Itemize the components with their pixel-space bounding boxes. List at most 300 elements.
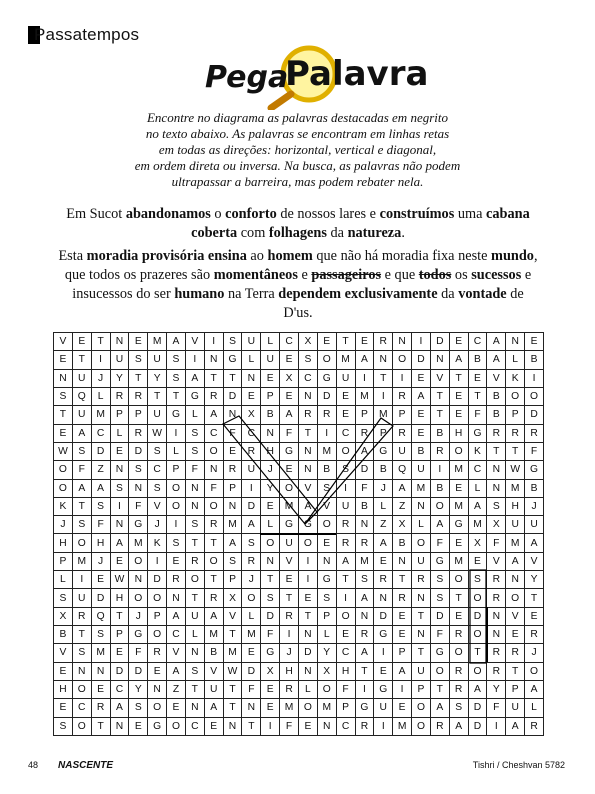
grid-cell[interactable]: N — [412, 589, 431, 607]
grid-cell[interactable]: R — [223, 461, 242, 479]
grid-cell[interactable]: A — [298, 497, 317, 515]
grid-cell[interactable]: X — [223, 589, 242, 607]
grid-cell[interactable]: D — [242, 662, 261, 680]
grid-cell[interactable]: K — [468, 442, 487, 460]
grid-cell[interactable]: N — [261, 424, 280, 442]
grid-cell[interactable]: A — [487, 333, 506, 351]
grid-cell[interactable]: S — [54, 589, 73, 607]
grid-cell[interactable]: R — [129, 424, 148, 442]
grid-cell[interactable]: U — [336, 369, 355, 387]
grid-cell[interactable]: E — [449, 333, 468, 351]
grid-cell[interactable]: O — [412, 717, 431, 735]
grid-cell[interactable]: J — [91, 369, 110, 387]
grid-cell[interactable]: N — [487, 479, 506, 497]
grid-cell[interactable]: S — [336, 461, 355, 479]
grid-cell[interactable]: S — [72, 442, 91, 460]
grid-cell[interactable]: A — [430, 699, 449, 717]
grid-cell[interactable]: N — [185, 479, 204, 497]
grid-cell[interactable]: A — [336, 552, 355, 570]
grid-cell[interactable]: E — [54, 662, 73, 680]
grid-cell[interactable]: O — [167, 497, 186, 515]
grid-cell[interactable]: B — [412, 442, 431, 460]
grid-cell[interactable]: Q — [91, 607, 110, 625]
grid-cell[interactable]: M — [72, 552, 91, 570]
grid-cell[interactable]: D — [148, 571, 167, 589]
grid-cell[interactable]: N — [185, 699, 204, 717]
grid-cell[interactable]: O — [468, 662, 487, 680]
grid-cell[interactable]: U — [185, 607, 204, 625]
grid-cell[interactable]: U — [72, 406, 91, 424]
grid-cell[interactable]: B — [525, 351, 544, 369]
grid-cell[interactable]: Y — [487, 680, 506, 698]
grid-cell[interactable]: R — [449, 680, 468, 698]
grid-cell[interactable]: N — [204, 351, 223, 369]
grid-cell[interactable]: T — [298, 607, 317, 625]
grid-cell[interactable]: T — [525, 589, 544, 607]
grid-cell[interactable]: F — [468, 406, 487, 424]
grid-cell[interactable]: R — [393, 424, 412, 442]
grid-cell[interactable]: E — [91, 571, 110, 589]
grid-cell[interactable]: R — [355, 534, 374, 552]
grid-cell[interactable]: I — [167, 424, 186, 442]
grid-cell[interactable]: G — [280, 442, 299, 460]
grid-cell[interactable]: C — [167, 626, 186, 644]
grid-cell[interactable]: T — [204, 571, 223, 589]
grid-cell[interactable]: H — [506, 497, 525, 515]
grid-cell[interactable]: E — [261, 699, 280, 717]
grid-cell[interactable]: O — [204, 552, 223, 570]
grid-cell[interactable]: D — [91, 442, 110, 460]
grid-cell[interactable]: A — [204, 699, 223, 717]
grid-cell[interactable]: R — [393, 387, 412, 405]
grid-cell[interactable]: V — [487, 552, 506, 570]
grid-cell[interactable]: F — [91, 516, 110, 534]
grid-cell[interactable]: Y — [148, 369, 167, 387]
grid-cell[interactable]: M — [393, 717, 412, 735]
grid-cell[interactable]: R — [487, 424, 506, 442]
grid-cell[interactable]: T — [72, 351, 91, 369]
grid-cell[interactable]: D — [374, 607, 393, 625]
grid-cell[interactable]: M — [280, 699, 299, 717]
grid-cell[interactable]: F — [336, 680, 355, 698]
grid-cell[interactable]: R — [393, 589, 412, 607]
grid-cell[interactable]: T — [430, 680, 449, 698]
grid-cell[interactable]: Z — [167, 680, 186, 698]
grid-cell[interactable]: T — [54, 406, 73, 424]
grid-cell[interactable]: U — [525, 516, 544, 534]
grid-cell[interactable]: Y — [261, 479, 280, 497]
grid-cell[interactable]: B — [261, 406, 280, 424]
grid-cell[interactable]: C — [110, 680, 129, 698]
grid-cell[interactable]: V — [506, 607, 525, 625]
grid-cell[interactable]: R — [167, 571, 186, 589]
grid-cell[interactable]: H — [54, 534, 73, 552]
grid-cell[interactable]: I — [374, 717, 393, 735]
grid-cell[interactable]: D — [91, 589, 110, 607]
grid-cell[interactable]: E — [280, 351, 299, 369]
grid-cell[interactable]: S — [110, 479, 129, 497]
grid-cell[interactable]: I — [298, 571, 317, 589]
grid-cell[interactable]: W — [110, 571, 129, 589]
grid-cell[interactable]: A — [355, 589, 374, 607]
grid-cell[interactable]: U — [261, 351, 280, 369]
grid-cell[interactable]: W — [54, 442, 73, 460]
grid-cell[interactable]: I — [393, 680, 412, 698]
grid-cell[interactable]: V — [148, 497, 167, 515]
grid-cell[interactable]: O — [506, 589, 525, 607]
grid-cell[interactable]: D — [355, 461, 374, 479]
grid-cell[interactable]: O — [298, 534, 317, 552]
grid-cell[interactable]: S — [185, 442, 204, 460]
grid-cell[interactable]: O — [242, 589, 261, 607]
grid-cell[interactable]: Y — [129, 680, 148, 698]
grid-cell[interactable]: T — [506, 662, 525, 680]
grid-cell[interactable]: S — [129, 699, 148, 717]
grid-cell[interactable]: T — [148, 387, 167, 405]
grid-cell[interactable]: X — [487, 516, 506, 534]
grid-cell[interactable]: A — [525, 534, 544, 552]
grid-cell[interactable]: D — [430, 333, 449, 351]
grid-cell[interactable]: N — [317, 717, 336, 735]
grid-cell[interactable]: J — [280, 644, 299, 662]
grid-cell[interactable]: R — [204, 516, 223, 534]
grid-cell[interactable]: T — [430, 406, 449, 424]
grid-cell[interactable]: R — [317, 406, 336, 424]
grid-cell[interactable]: B — [525, 479, 544, 497]
grid-cell[interactable]: P — [393, 644, 412, 662]
grid-cell[interactable]: V — [167, 644, 186, 662]
grid-cell[interactable]: T — [355, 662, 374, 680]
grid-cell[interactable]: E — [336, 387, 355, 405]
grid-cell[interactable]: R — [374, 571, 393, 589]
grid-cell[interactable]: U — [148, 351, 167, 369]
grid-cell[interactable]: I — [525, 369, 544, 387]
grid-cell[interactable]: I — [280, 626, 299, 644]
grid-cell[interactable]: I — [336, 589, 355, 607]
grid-cell[interactable]: T — [167, 387, 186, 405]
grid-cell[interactable]: U — [412, 662, 431, 680]
grid-cell[interactable]: X — [468, 534, 487, 552]
grid-cell[interactable]: E — [261, 497, 280, 515]
grid-cell[interactable]: S — [223, 333, 242, 351]
grid-cell[interactable]: S — [54, 387, 73, 405]
grid-cell[interactable]: B — [393, 534, 412, 552]
grid-cell[interactable]: I — [242, 479, 261, 497]
grid-cell[interactable]: D — [430, 607, 449, 625]
grid-cell[interactable]: A — [167, 607, 186, 625]
grid-cell[interactable]: V — [204, 662, 223, 680]
grid-cell[interactable]: U — [110, 351, 129, 369]
grid-cell[interactable]: A — [393, 479, 412, 497]
grid-cell[interactable]: A — [449, 717, 468, 735]
grid-cell[interactable]: I — [261, 717, 280, 735]
grid-cell[interactable]: N — [242, 699, 261, 717]
grid-cell[interactable]: O — [412, 699, 431, 717]
grid-cell[interactable]: R — [449, 626, 468, 644]
grid-cell[interactable]: F — [430, 626, 449, 644]
grid-cell[interactable]: A — [72, 424, 91, 442]
grid-cell[interactable]: P — [506, 406, 525, 424]
grid-cell[interactable]: U — [393, 442, 412, 460]
grid-cell[interactable]: N — [355, 607, 374, 625]
grid-cell[interactable]: M — [468, 516, 487, 534]
grid-cell[interactable]: F — [280, 424, 299, 442]
grid-cell[interactable]: F — [261, 626, 280, 644]
grid-cell[interactable]: T — [72, 626, 91, 644]
grid-cell[interactable]: J — [54, 516, 73, 534]
grid-cell[interactable]: O — [412, 534, 431, 552]
grid-cell[interactable]: O — [336, 607, 355, 625]
grid-cell[interactable]: P — [317, 607, 336, 625]
grid-cell[interactable]: O — [54, 461, 73, 479]
grid-cell[interactable]: R — [487, 589, 506, 607]
grid-cell[interactable]: O — [129, 589, 148, 607]
grid-cell[interactable]: G — [430, 552, 449, 570]
grid-cell[interactable]: F — [430, 534, 449, 552]
grid-cell[interactable]: G — [374, 442, 393, 460]
grid-cell[interactable]: S — [148, 442, 167, 460]
grid-cell[interactable]: U — [280, 534, 299, 552]
grid-cell[interactable]: N — [223, 497, 242, 515]
grid-cell[interactable]: T — [487, 442, 506, 460]
grid-cell[interactable]: P — [506, 680, 525, 698]
grid-cell[interactable]: O — [148, 699, 167, 717]
grid-cell[interactable]: B — [355, 497, 374, 515]
grid-cell[interactable]: I — [91, 351, 110, 369]
grid-cell[interactable]: N — [430, 351, 449, 369]
grid-cell[interactable]: G — [525, 461, 544, 479]
grid-cell[interactable]: O — [525, 662, 544, 680]
grid-cell[interactable]: D — [129, 442, 148, 460]
grid-cell[interactable]: T — [336, 571, 355, 589]
grid-cell[interactable]: E — [110, 644, 129, 662]
grid-cell[interactable]: E — [204, 717, 223, 735]
grid-cell[interactable]: S — [317, 479, 336, 497]
grid-cell[interactable]: T — [261, 571, 280, 589]
grid-cell[interactable]: E — [54, 699, 73, 717]
grid-cell[interactable]: P — [261, 387, 280, 405]
grid-cell[interactable]: T — [242, 717, 261, 735]
grid-cell[interactable]: M — [223, 644, 242, 662]
grid-cell[interactable]: T — [468, 387, 487, 405]
grid-cell[interactable]: K — [148, 534, 167, 552]
grid-cell[interactable]: M — [449, 461, 468, 479]
grid-cell[interactable]: B — [204, 644, 223, 662]
grid-cell[interactable]: V — [317, 497, 336, 515]
grid-cell[interactable]: E — [280, 461, 299, 479]
grid-cell[interactable]: V — [298, 479, 317, 497]
grid-cell[interactable]: A — [374, 534, 393, 552]
grid-cell[interactable]: G — [167, 406, 186, 424]
grid-cell[interactable]: M — [223, 516, 242, 534]
grid-cell[interactable]: C — [336, 424, 355, 442]
grid-cell[interactable]: J — [374, 479, 393, 497]
grid-cell[interactable]: T — [223, 699, 242, 717]
grid-cell[interactable]: E — [148, 662, 167, 680]
grid-cell[interactable]: U — [412, 461, 431, 479]
grid-cell[interactable]: F — [280, 717, 299, 735]
grid-cell[interactable]: V — [185, 333, 204, 351]
grid-cell[interactable]: O — [449, 571, 468, 589]
grid-cell[interactable]: R — [355, 717, 374, 735]
grid-cell[interactable]: S — [72, 644, 91, 662]
grid-cell[interactable]: N — [185, 497, 204, 515]
grid-cell[interactable]: E — [449, 607, 468, 625]
grid-cell[interactable]: S — [430, 589, 449, 607]
grid-cell[interactable]: R — [506, 424, 525, 442]
grid-cell[interactable]: T — [298, 424, 317, 442]
grid-cell[interactable]: I — [412, 333, 431, 351]
grid-cell[interactable]: S — [317, 589, 336, 607]
grid-cell[interactable]: P — [110, 626, 129, 644]
grid-cell[interactable]: H — [54, 680, 73, 698]
grid-cell[interactable]: I — [430, 461, 449, 479]
grid-cell[interactable]: T — [430, 387, 449, 405]
grid-cell[interactable]: N — [374, 351, 393, 369]
grid-cell[interactable]: F — [223, 424, 242, 442]
grid-cell[interactable]: M — [506, 479, 525, 497]
grid-cell[interactable]: N — [185, 644, 204, 662]
grid-cell[interactable]: L — [525, 699, 544, 717]
grid-cell[interactable]: P — [393, 406, 412, 424]
grid-cell[interactable]: I — [374, 387, 393, 405]
grid-cell[interactable]: O — [72, 680, 91, 698]
grid-cell[interactable]: A — [110, 534, 129, 552]
grid-cell[interactable]: R — [242, 552, 261, 570]
grid-cell[interactable]: T — [185, 680, 204, 698]
grid-cell[interactable]: P — [167, 461, 186, 479]
grid-cell[interactable]: E — [298, 717, 317, 735]
grid-cell[interactable]: N — [242, 369, 261, 387]
grid-cell[interactable]: E — [129, 717, 148, 735]
grid-cell[interactable]: O — [185, 571, 204, 589]
grid-cell[interactable]: O — [129, 552, 148, 570]
grid-cell[interactable]: R — [336, 534, 355, 552]
grid-cell[interactable]: N — [110, 333, 129, 351]
grid-cell[interactable]: L — [317, 626, 336, 644]
grid-cell[interactable]: R — [525, 717, 544, 735]
grid-cell[interactable]: A — [355, 644, 374, 662]
grid-cell[interactable]: F — [487, 534, 506, 552]
grid-cell[interactable]: P — [412, 680, 431, 698]
grid-cell[interactable]: R — [298, 406, 317, 424]
grid-cell[interactable]: M — [148, 333, 167, 351]
grid-cell[interactable]: F — [129, 644, 148, 662]
grid-cell[interactable]: M — [449, 497, 468, 515]
grid-cell[interactable]: M — [412, 479, 431, 497]
grid-cell[interactable]: E — [223, 442, 242, 460]
grid-cell[interactable]: G — [185, 387, 204, 405]
grid-cell[interactable]: E — [355, 333, 374, 351]
grid-cell[interactable]: I — [317, 424, 336, 442]
grid-cell[interactable]: E — [167, 699, 186, 717]
grid-cell[interactable]: T — [468, 644, 487, 662]
grid-cell[interactable]: N — [393, 333, 412, 351]
grid-cell[interactable]: A — [72, 479, 91, 497]
grid-cell[interactable]: S — [91, 626, 110, 644]
grid-cell[interactable]: E — [242, 387, 261, 405]
grid-cell[interactable]: U — [242, 461, 261, 479]
grid-cell[interactable]: F — [204, 479, 223, 497]
grid-cell[interactable]: X — [317, 662, 336, 680]
grid-cell[interactable]: A — [204, 607, 223, 625]
grid-cell[interactable]: O — [204, 442, 223, 460]
grid-cell[interactable]: C — [242, 424, 261, 442]
grid-cell[interactable]: J — [525, 644, 544, 662]
grid-cell[interactable]: O — [393, 351, 412, 369]
grid-cell[interactable]: E — [468, 369, 487, 387]
grid-cell[interactable]: O — [468, 626, 487, 644]
grid-cell[interactable]: T — [393, 571, 412, 589]
grid-cell[interactable]: D — [468, 699, 487, 717]
grid-cell[interactable]: A — [355, 442, 374, 460]
grid-cell[interactable]: N — [110, 516, 129, 534]
grid-cell[interactable]: U — [506, 516, 525, 534]
grid-cell[interactable]: T — [449, 589, 468, 607]
grid-cell[interactable]: O — [298, 699, 317, 717]
grid-cell[interactable]: Z — [91, 461, 110, 479]
grid-cell[interactable]: W — [148, 424, 167, 442]
grid-cell[interactable]: N — [129, 479, 148, 497]
grid-cell[interactable]: P — [355, 406, 374, 424]
grid-cell[interactable]: Y — [525, 571, 544, 589]
grid-cell[interactable]: R — [487, 644, 506, 662]
grid-cell[interactable]: F — [72, 461, 91, 479]
grid-cell[interactable]: R — [487, 571, 506, 589]
grid-cell[interactable]: O — [449, 442, 468, 460]
grid-cell[interactable]: M — [317, 442, 336, 460]
grid-cell[interactable]: R — [430, 717, 449, 735]
grid-cell[interactable]: F — [525, 442, 544, 460]
grid-cell[interactable]: L — [185, 406, 204, 424]
grid-cell[interactable]: D — [261, 607, 280, 625]
grid-cell[interactable]: N — [54, 369, 73, 387]
grid-cell[interactable]: R — [72, 607, 91, 625]
grid-cell[interactable]: O — [261, 534, 280, 552]
grid-cell[interactable]: A — [506, 717, 525, 735]
grid-cell[interactable]: G — [430, 644, 449, 662]
grid-cell[interactable]: R — [525, 424, 544, 442]
grid-cell[interactable]: O — [72, 717, 91, 735]
grid-cell[interactable]: R — [336, 516, 355, 534]
grid-cell[interactable]: B — [430, 479, 449, 497]
grid-cell[interactable]: F — [129, 497, 148, 515]
grid-cell[interactable]: F — [487, 699, 506, 717]
grid-cell[interactable]: V — [54, 333, 73, 351]
grid-cell[interactable]: M — [355, 387, 374, 405]
grid-cell[interactable]: A — [449, 351, 468, 369]
grid-cell[interactable]: E — [336, 626, 355, 644]
grid-cell[interactable]: T — [449, 369, 468, 387]
grid-cell[interactable]: C — [298, 369, 317, 387]
grid-cell[interactable]: M — [280, 497, 299, 515]
grid-cell[interactable]: I — [487, 717, 506, 735]
grid-cell[interactable]: E — [412, 424, 431, 442]
grid-cell[interactable]: L — [374, 497, 393, 515]
grid-cell[interactable]: D — [317, 387, 336, 405]
grid-cell[interactable]: I — [336, 479, 355, 497]
grid-cell[interactable]: T — [91, 717, 110, 735]
grid-cell[interactable]: E — [91, 680, 110, 698]
grid-cell[interactable]: U — [374, 699, 393, 717]
grid-cell[interactable]: S — [298, 351, 317, 369]
grid-cell[interactable]: E — [129, 333, 148, 351]
grid-cell[interactable]: R — [355, 626, 374, 644]
grid-cell[interactable]: N — [223, 717, 242, 735]
grid-cell[interactable]: C — [280, 333, 299, 351]
grid-cell[interactable]: H — [91, 534, 110, 552]
grid-cell[interactable]: S — [72, 516, 91, 534]
